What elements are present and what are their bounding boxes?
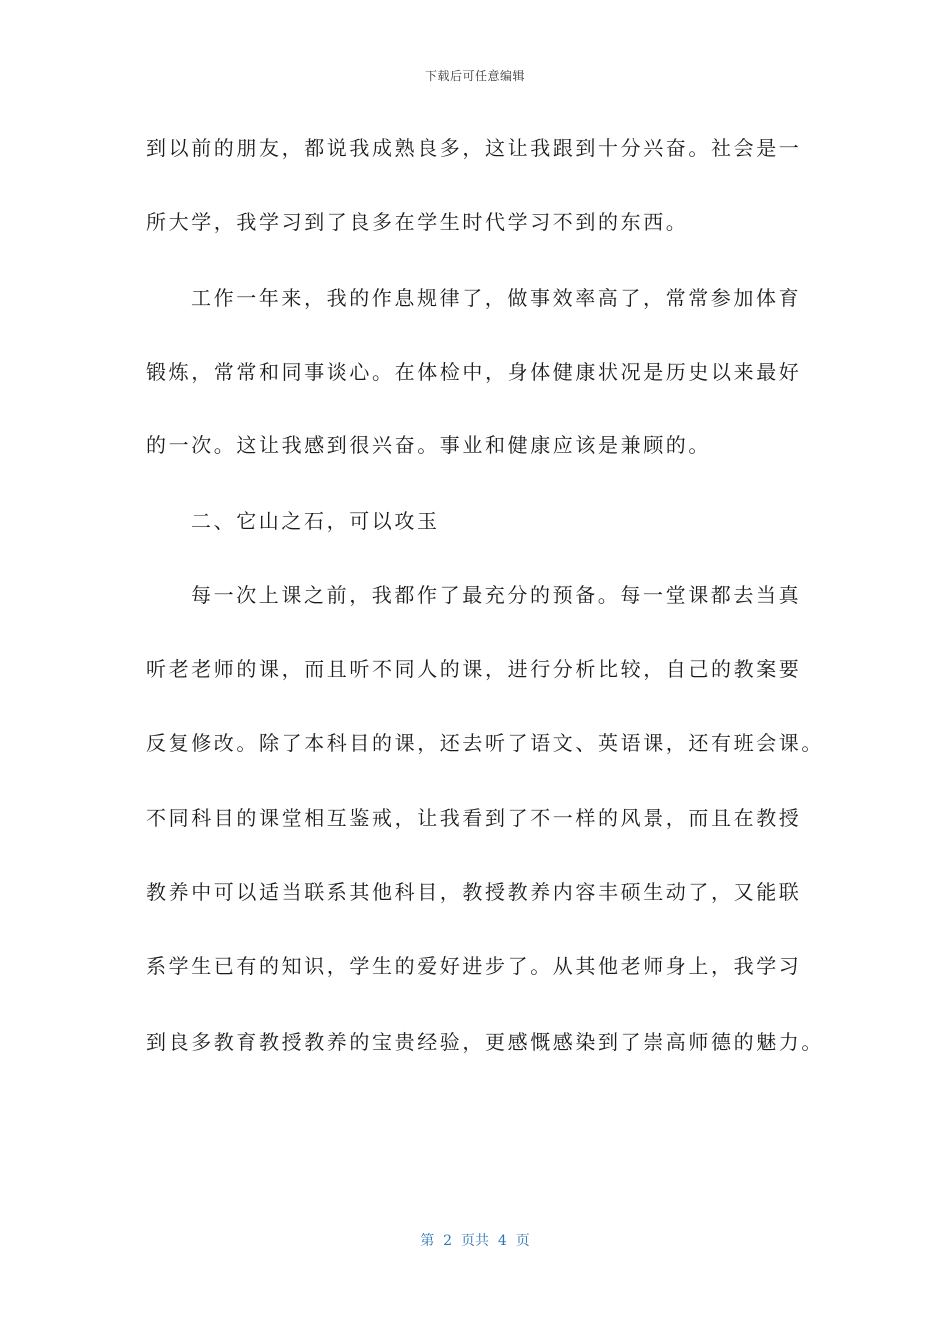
paragraph-line: 听老老师的课，而且听不同人的课，进行分析比较，自己的教案要 <box>146 657 802 681</box>
paragraph-line: 锻炼，常常和同事谈心。在体检中，身体健康状况是历史以来最好 <box>146 360 802 384</box>
paragraph-line: 到以前的朋友，都说我成熟良多，这让我跟到十分兴奋。社会是一 <box>146 136 802 160</box>
paragraph-line: 教养中可以适当联系其他科目，教授教养内容丰硕生动了，又能联 <box>146 880 802 904</box>
paragraph-line: 到良多教育教授教养的宝贵经验，更感慨感染到了崇高师德的魅力。 <box>146 1030 824 1054</box>
paragraph-line: 的一次。这让我感到很兴奋。事业和健康应该是兼顾的。 <box>146 433 711 457</box>
paragraph-line: 反复修改。除了本科目的课，还去听了语文、英语课，还有班会课。 <box>146 731 824 755</box>
paragraph-line: 不同科目的课堂相互鉴戒，让我看到了不一样的风景，而且在教授 <box>146 806 802 830</box>
section-heading: 二、它山之石，可以攻玉 <box>191 509 440 533</box>
paragraph-line: 工作一年来，我的作息规律了，做事效率高了，常常参加体育 <box>191 286 802 310</box>
page-number-footer: 第 2 页共 4 页 <box>420 1233 530 1249</box>
paragraph-line: 系学生已有的知识，学生的爱好进步了。从其他老师身上，我学习 <box>146 954 802 978</box>
paragraph-line: 所大学，我学习到了良多在学生时代学习不到的东西。 <box>146 210 689 234</box>
page-header: 下载后可任意编辑 <box>424 69 525 83</box>
paragraph-line: 每一次上课之前，我都作了最充分的预备。每一堂课都去当真 <box>191 583 802 607</box>
